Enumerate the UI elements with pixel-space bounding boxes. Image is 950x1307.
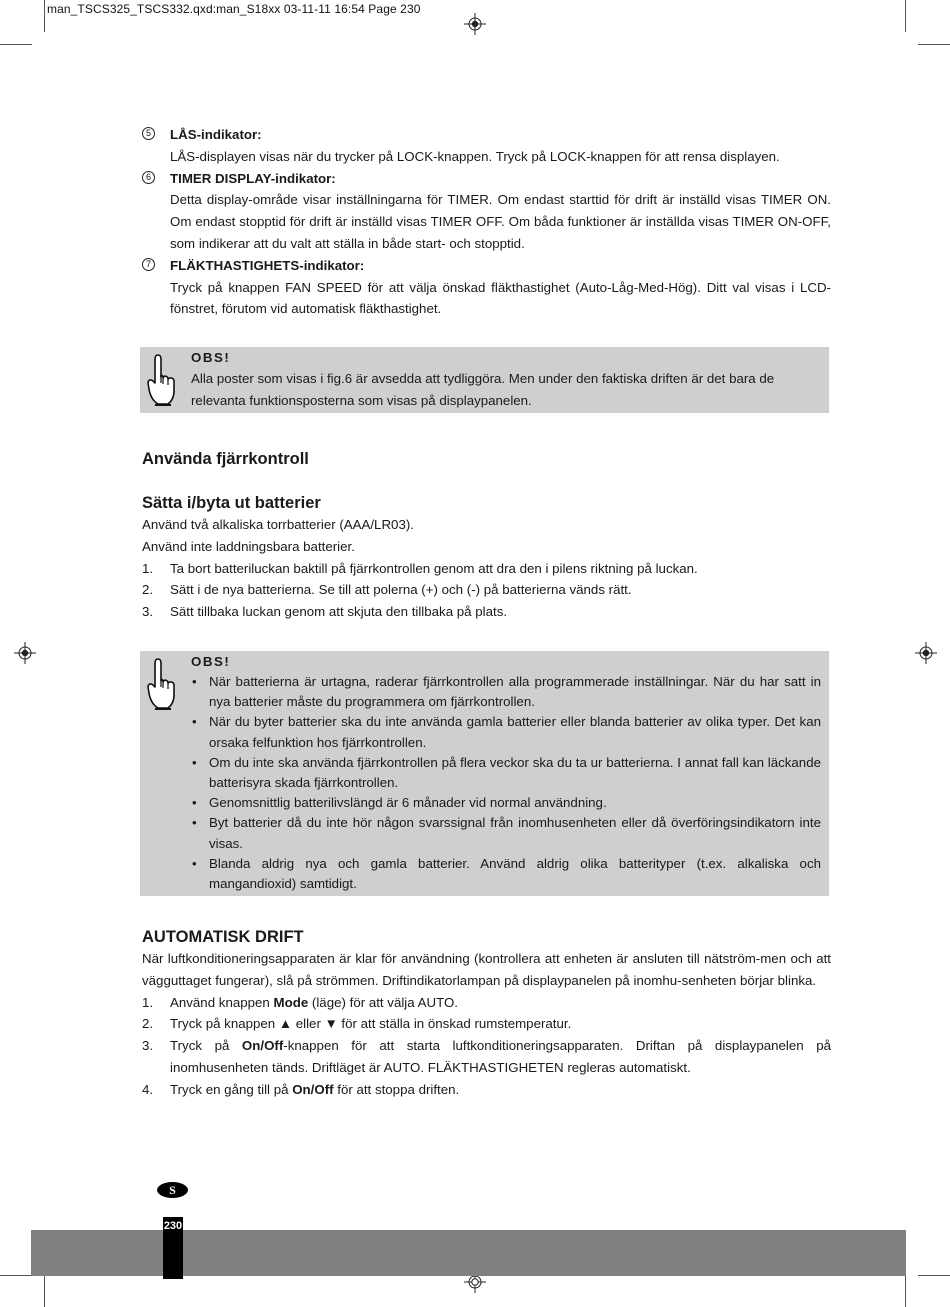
crop-mark-top-left-v — [44, 0, 45, 32]
step-number: 2. — [142, 582, 154, 598]
indicator-text: LÅS-displayen visas när du trycker på LOCK-knappen. Tryck på LOCK-knappen för att rensa displayen. — [170, 148, 780, 164]
auto-intro: När luftkonditioneringsapparaten är klar för användning (kontrollera att enheten är ansluten till nätström-men och att vägguttaget fungerar), slå på strömmen. Driftindikatorlampan på displaypanelen på inomhu-senheten börjar blinka. — [142, 951, 831, 988]
crop-mark-top-right-v — [905, 0, 906, 32]
crop-mark-top-left-h — [0, 44, 32, 45]
step-number: 3. — [142, 1038, 154, 1054]
note-bullet-item: • Genomsnittlig batterilivslängd är 6 månader vid normal användning. — [192, 795, 607, 811]
note-bullet-item: • När du byter batterier ska du inte använda gamla batterier eller blanda batterier av olika typer. Det kan orsaka felfunktion hos fjärrkontrollen. — [192, 714, 821, 750]
step-number: 3. — [142, 604, 154, 620]
indicator-title: TIMER DISPLAY-indikator: — [170, 170, 336, 186]
item-marker: 5 — [142, 127, 155, 140]
note-bullet-item: • Byt batterier då du inte hör någon svarssignal från inomhusenheten eller då överföringsindikatorn inte visas. — [192, 815, 821, 851]
registration-mark-right-icon — [915, 642, 937, 664]
crop-mark-bottom-left-h — [0, 1275, 32, 1276]
item-marker: 7 — [142, 258, 155, 271]
auto-section — [142, 926, 831, 1101]
registration-mark-left-icon — [14, 642, 36, 664]
pointing-hand-icon — [146, 353, 176, 407]
language-badge: S — [157, 1182, 188, 1198]
batteries-section — [142, 492, 831, 623]
auto-step: 3. Tryck på On/Off-knappen för att starta luftkonditioneringsapparaten. Driftan på displaypanelen på inomhusenheten tänds. Driftläget är AUTO. FLÄKTHASTIGHETEN regleras automatiskt. — [142, 1035, 831, 1079]
step-text: Sätt i de nya batterierna. Se till att polerna (+) och (-) på batterierna vänds rätt. — [170, 582, 632, 598]
note-bullet-item: • Om du inte ska använda fjärrkontrollen på flera veckor ska du ta ur batterierna. I annat fall kan läckande batterisyra skada fjärrkontrollen. — [192, 754, 821, 791]
batteries-heading: Sätta i/byta ut batterier — [142, 494, 321, 512]
item-marker: 6 — [142, 171, 155, 184]
note-title: OBS! — [191, 654, 231, 669]
battery-line: Använd två alkaliska torrbatterier (AAA/LR03). — [142, 517, 414, 532]
pointing-hand-icon — [146, 657, 176, 711]
print-slug: man_TSCS325_TSCS332.qxd:man_S18xx 03-11-11 16:54 Page 230 — [47, 2, 421, 16]
crop-mark-top-right-h — [918, 44, 950, 45]
note-box — [140, 347, 829, 413]
note-title: OBS! — [191, 350, 231, 365]
indicator-text: Detta display-område visar inställningarna för TIMER. Om endast starttid för drift är inställd visas TIMER ON. Om endast stopptid för drift är inställd visas TIMER OFF. Om båda funktioner är inställda visas TIMER ON-OFF, som indikerar att du valt att ställa in både start- och stopptid. — [170, 192, 831, 251]
note-box-batteries — [140, 651, 829, 896]
indicator-list — [142, 124, 831, 320]
auto-step: 4. Tryck en gång till på On/Off för att stoppa driften. — [142, 1079, 831, 1101]
indicator-text: Tryck på knappen FAN SPEED för att välja önskad fläkthastighet (Auto-Låg-Med-Hög). Ditt val visas i LCD-fönstret, förutom vid automatisk fläkthastighet. — [170, 279, 831, 317]
step-number: 1. — [142, 994, 154, 1010]
battery-step — [142, 601, 831, 623]
step-text: Ta bort batteriluckan baktill på fjärrkontrollen genom att dra den i pilens riktning på luckan. — [170, 560, 698, 576]
note-bullet-item: • Blanda aldrig nya och gamla batterier. Använd aldrig olika batterityper (t.ex. alkaliska och mangandioxid) samtidigt. — [192, 855, 821, 892]
step-number: 4. — [142, 1081, 154, 1097]
remote-heading: Använda fjärrkontroll — [142, 450, 309, 468]
crop-mark-bottom-right-v — [905, 1275, 906, 1307]
indicator-title: LÅS-indikator: — [170, 127, 262, 142]
battery-step — [142, 558, 831, 580]
indicator-item-lock — [142, 124, 831, 168]
note-text: Alla poster som visas i fig.6 är avsedda att tydliggöra. Men under den faktiska driften är det bara de relevanta funktionsposterna som visas på displaypanelen. — [191, 371, 775, 408]
registration-mark-top-icon — [464, 13, 486, 35]
indicator-item-timer — [142, 168, 831, 255]
auto-heading: AUTOMATISK DRIFT — [142, 928, 304, 946]
page-number: 230 — [163, 1220, 183, 1232]
indicator-title: FLÄKTHASTIGHETS-indikator: — [170, 257, 365, 273]
crop-mark-bottom-right-h — [918, 1275, 950, 1276]
note-bullet-item: • När batterierna är urtagna, raderar fjärrkontrollen alla programmerade inställningar. När du har satt in nya batterier måste du programmera om fjärrkontrollen. — [192, 674, 821, 710]
indicator-item-fan-speed — [142, 255, 831, 320]
step-number: 2. — [142, 1016, 154, 1032]
battery-line: Använd inte laddningsbara batterier. — [142, 538, 355, 554]
crop-mark-bottom-left-v — [44, 1275, 45, 1307]
step-text: Sätt tillbaka luckan genom att skjuta den tillbaka på plats. — [170, 604, 508, 620]
battery-step — [142, 579, 831, 601]
auto-step: 2. Tryck på knappen ▲ eller ▼ för att ställa in önskad rumstemperatur. — [142, 1013, 831, 1035]
step-number: 1. — [142, 560, 154, 576]
auto-step: 1. Använd knappen Mode (läge) för att välja AUTO. — [142, 992, 831, 1014]
